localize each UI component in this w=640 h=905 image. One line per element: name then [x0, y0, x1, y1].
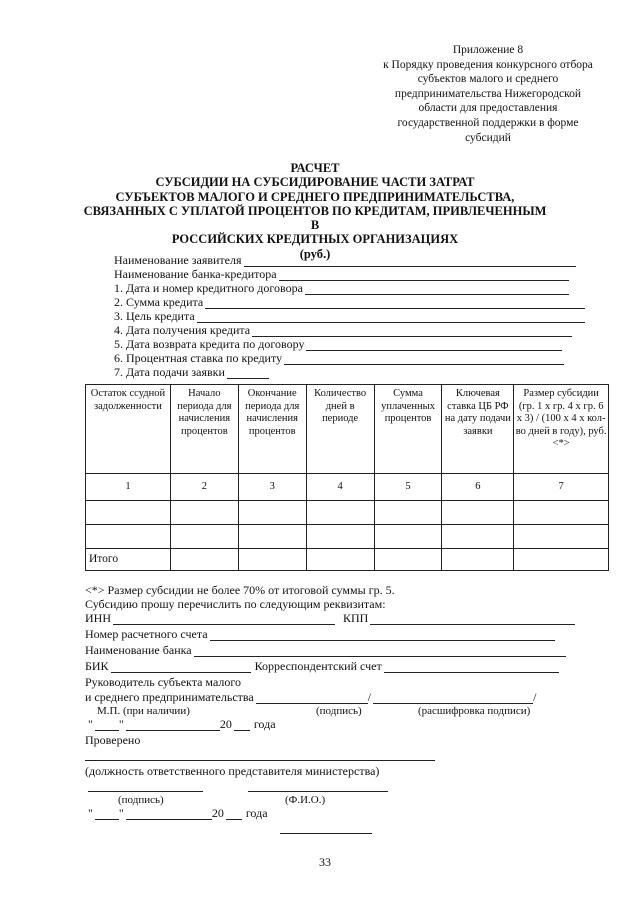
slash: /: [533, 690, 537, 704]
kpp-label: КПП: [343, 611, 369, 625]
bank-name-line[interactable]: [194, 645, 566, 657]
contract-line[interactable]: [305, 283, 569, 295]
table-cell[interactable]: [86, 525, 171, 549]
decode-line[interactable]: [373, 692, 533, 704]
column-header: Ключевая ставка ЦБ РФ на дату подачи заявки: [442, 385, 514, 474]
credit-amount-field[interactable]: [114, 295, 585, 309]
decode-caption: (расшифровка подписи): [418, 705, 531, 717]
signature-caption-2: (подпись): [118, 794, 164, 806]
day-line[interactable]: [95, 808, 119, 820]
application-date-field[interactable]: [114, 365, 269, 379]
corr-label: Корреспондентский счет: [254, 659, 382, 673]
year-prefix: 20: [211, 806, 224, 820]
bank-field[interactable]: [114, 267, 569, 281]
bank-line[interactable]: [279, 269, 569, 281]
document-title: [80, 161, 550, 261]
credit-amount-line[interactable]: [205, 297, 585, 309]
year-suffix: года: [253, 717, 276, 731]
receipt-date-line[interactable]: [252, 325, 572, 337]
total-label: Итого: [86, 549, 171, 571]
return-date-field[interactable]: [114, 337, 562, 351]
column-number: 3: [238, 474, 306, 501]
appendix-text: к Порядку проведения конкурсного отбора субъектов малого и среднего предпринимательства Нижегородской области для предоставления государственной поддержки в форме субсидий: [383, 58, 593, 144]
month-line[interactable]: [126, 719, 220, 731]
title-line: СВЯЗАННЫХ С УПЛАТОЙ ПРОЦЕНТОВ ПО КРЕДИТАМ, ПРИВЛЕЧЕННЫМ В: [83, 203, 547, 233]
return-date-line[interactable]: [306, 339, 562, 351]
table-cell[interactable]: [442, 501, 514, 525]
application-date-label: 7. Дата подачи заявки: [114, 365, 225, 379]
table-cell[interactable]: [374, 501, 442, 525]
fio-caption: (Ф.И.О.): [285, 794, 326, 806]
day-line[interactable]: [95, 719, 119, 731]
table-cell[interactable]: [306, 549, 374, 571]
applicant-label: Наименование заявителя: [114, 253, 242, 267]
credit-purpose-label: 3. Цель кредита: [114, 309, 195, 323]
closing-line: [280, 833, 372, 834]
interest-rate-field[interactable]: [114, 351, 564, 365]
column-number-row: [86, 474, 609, 501]
credit-purpose-line[interactable]: [197, 311, 585, 323]
date-field-1[interactable]: [88, 717, 276, 731]
column-header: Количество дней в периоде: [306, 385, 374, 474]
table-cell[interactable]: [86, 501, 171, 525]
table-cell[interactable]: [170, 525, 238, 549]
title-unit: (руб.): [299, 246, 331, 261]
column-header: Начало периода для начисления процентов: [170, 385, 238, 474]
interest-rate-label: 6. Процентная ставка по кредиту: [114, 351, 283, 365]
bik-field[interactable]: [85, 659, 559, 673]
applicant-field[interactable]: [114, 253, 576, 267]
stamp-caption: М.П. (при наличии): [97, 705, 190, 717]
table-row[interactable]: [86, 525, 609, 549]
quote: ": [88, 806, 93, 820]
table-cell[interactable]: [442, 549, 514, 571]
column-header: Размер субсидии (гр. 1 х гр. 4 х гр. 6 х 3) / (100 х 4 х кол-во дней в году), руб. <*>: [514, 385, 609, 474]
requisites-intro: Субсидию прошу перечислить по следующим реквизитам:: [85, 597, 386, 611]
table-cell[interactable]: [238, 525, 306, 549]
date-field-2[interactable]: [88, 806, 268, 820]
corr-line[interactable]: [384, 661, 559, 673]
column-number: 7: [514, 474, 609, 501]
position-caption: (должность ответственного представителя министерства): [85, 764, 380, 778]
year-suffix: года: [245, 806, 268, 820]
inn-line[interactable]: [113, 613, 335, 625]
checked-label: Проверено: [85, 733, 141, 747]
application-date-line[interactable]: [227, 367, 269, 379]
subsidy-table: [85, 384, 609, 571]
credit-amount-label: 2. Сумма кредита: [114, 295, 204, 309]
year-line[interactable]: [226, 808, 242, 820]
table-row[interactable]: [86, 501, 609, 525]
slash: /: [367, 690, 372, 704]
table-cell[interactable]: [170, 501, 238, 525]
column-number: 2: [170, 474, 238, 501]
table-cell[interactable]: [514, 525, 609, 549]
credit-purpose-field[interactable]: [114, 309, 585, 323]
account-line[interactable]: [210, 629, 555, 641]
interest-rate-line[interactable]: [284, 353, 564, 365]
quote: ": [118, 717, 124, 731]
column-number: 1: [86, 474, 171, 501]
column-header: Сумма уплаченных процентов: [374, 385, 442, 474]
contract-label: 1. Дата и номер кредитного договора: [114, 281, 303, 295]
fio-line[interactable]: [248, 791, 388, 792]
receipt-date-label: 4. Дата получения кредита: [114, 323, 251, 337]
page-number: 33: [319, 855, 331, 869]
quote: ": [118, 806, 124, 820]
year-prefix: 20: [219, 717, 232, 731]
signature-caption: (подпись): [316, 705, 362, 717]
title-line: РОССИЙСКИХ КРЕДИТНЫХ ОРГАНИЗАЦИЯХ: [171, 232, 459, 247]
year-line[interactable]: [234, 719, 250, 731]
column-number: 5: [374, 474, 442, 501]
bank-label: Наименование банка-кредитора: [114, 267, 277, 281]
signature-line-2[interactable]: [88, 791, 203, 792]
head-signature-field[interactable]: [85, 690, 536, 704]
total-row[interactable]: [86, 549, 609, 571]
signature-line[interactable]: [256, 692, 368, 704]
position-line[interactable]: [85, 760, 435, 761]
table-cell[interactable]: [514, 501, 609, 525]
quote: ": [88, 717, 93, 731]
head-label-2: и среднего предпринимательства: [85, 690, 254, 704]
column-number: 4: [306, 474, 374, 501]
table-cell[interactable]: [374, 525, 442, 549]
table-cell[interactable]: [442, 525, 514, 549]
inn-field[interactable]: [85, 611, 575, 625]
column-header: Остаток ссудной задолженности: [86, 385, 171, 474]
table-cell[interactable]: [374, 549, 442, 571]
bank-name-field[interactable]: [85, 643, 566, 657]
kpp-line[interactable]: [370, 613, 575, 625]
footnote: <*> Размер субсидии не более 70% от итоговой суммы гр. 5.: [85, 583, 395, 597]
return-date-label: 5. Дата возврата кредита по договору: [114, 337, 305, 351]
account-field[interactable]: [85, 627, 555, 641]
column-number: 6: [442, 474, 514, 501]
bik-label: БИК: [85, 659, 109, 673]
applicant-line[interactable]: [244, 255, 576, 267]
appendix-note: [378, 43, 598, 145]
appendix-number: Приложение 8: [452, 44, 524, 56]
table-cell[interactable]: [306, 525, 374, 549]
table-cell[interactable]: [238, 549, 306, 571]
table-header-row: [86, 385, 609, 474]
month-line[interactable]: [126, 808, 212, 820]
inn-label: ИНН: [85, 611, 111, 625]
title-line: СУБЪЕКТОВ МАЛОГО И СРЕДНЕГО ПРЕДПРИНИМАТЕЛЬСТВА,: [115, 189, 515, 204]
table-cell[interactable]: [514, 549, 609, 571]
bik-line[interactable]: [111, 661, 251, 673]
column-header: Окончание периода для начисления процентов: [238, 385, 306, 474]
contract-field[interactable]: [114, 281, 569, 295]
head-label-1: Руководитель субъекта малого: [85, 675, 241, 689]
table-cell[interactable]: [170, 549, 238, 571]
title-line: РАСЧЕТ: [290, 161, 340, 175]
bank-name-label: Наименование банка: [85, 643, 192, 657]
account-label: Номер расчетного счета: [85, 627, 208, 641]
table-cell[interactable]: [306, 501, 374, 525]
title-line: СУБСИДИИ НА СУБСИДИРОВАНИЕ ЧАСТИ ЗАТРАТ: [155, 175, 475, 190]
receipt-date-field[interactable]: [114, 323, 572, 337]
table-cell[interactable]: [238, 501, 306, 525]
